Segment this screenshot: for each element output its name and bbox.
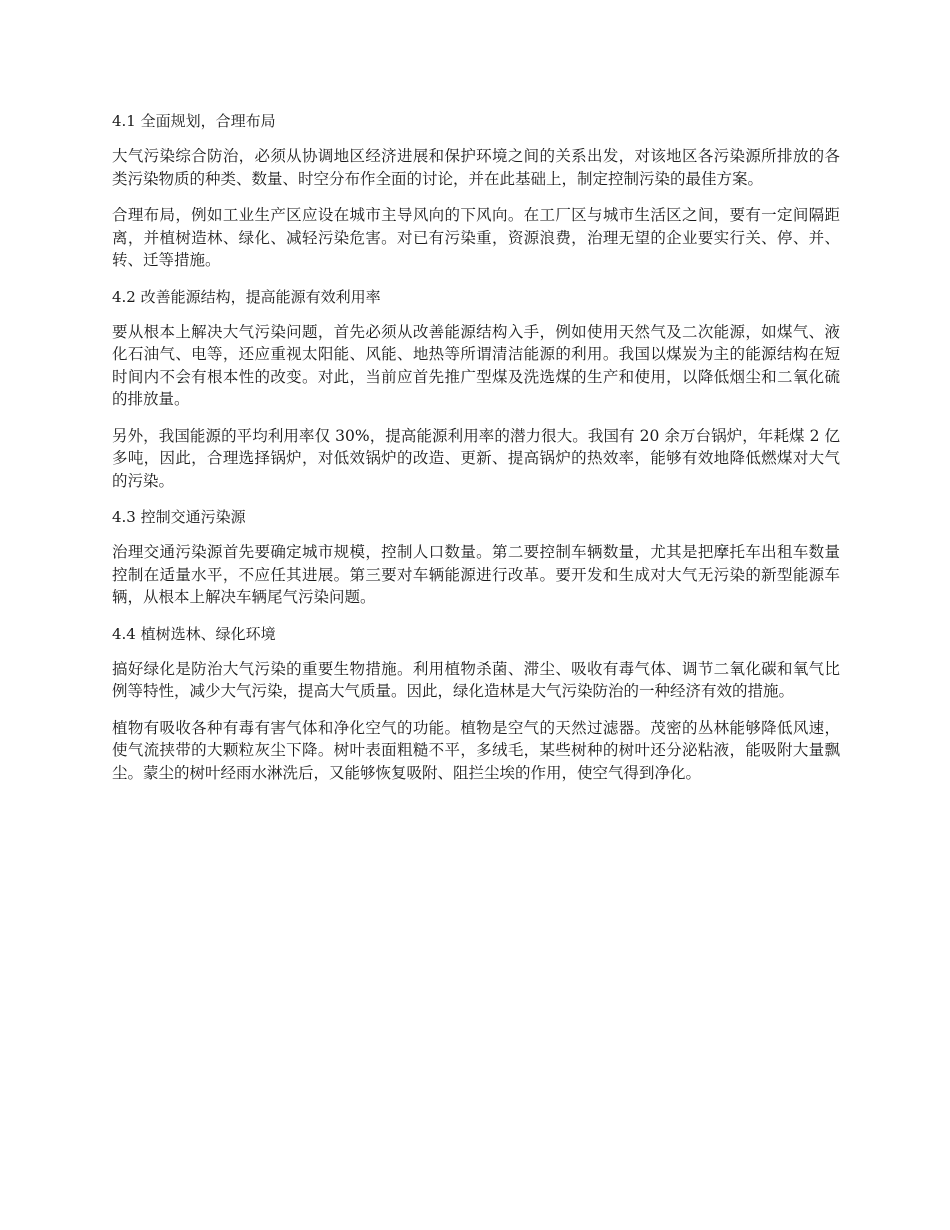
section-heading-4-3: 4.3 控制交通污染源 [112,508,246,526]
document-page [112,110,840,798]
paragraph: 治理交通污染源首先要确定城市规模，控制人口数量。第二要控制车辆数量，尤其是把摩托车出租车数量控制在适量水平，不应任其进展。第三要对车辆能源进行改革。要开发和生成对大气无污染的新型能源车辆，从根本上解决车辆尾气污染问题。 [112,543,840,606]
section-heading-4-4: 4.4 植树选林、绿化环境 [112,624,276,643]
paragraph: 搞好绿化是防治大气污染的重要生物措施。利用植物杀菌、滞尘、吸收有毒气体、调节二氧化碳和氧气比例等特性，减少大气污染，提高大气质量。因此，绿化造林是大气污染防治的一种经济有效的措施。 [112,659,840,700]
paragraph: 合理布局，例如工业生产区应设在城市主导风向的下风向。在工厂区与城市生活区之间，要有一定间隔距离，并植树造林、绿化、减轻污染危害。对已有污染重，资源浪费，治理无望的企业要实行关、停、并、转、迁等措施。 [112,206,840,269]
section-heading-4-1: 4.1 全面规划，合理布局 [112,112,276,130]
paragraph: 植物有吸收各种有毒有害气体和净化空气的功能。植物是空气的天然过滤器。茂密的丛林能够降低风速，使气流挟带的大颗粒灰尘下降。树叶表面粗糙不平，多绒毛，某些树种的树叶还分泌粘液，能吸附大量飘尘。蒙尘的树叶经雨水淋洗后，又能够恢复吸附、阻拦尘埃的作用，使空气得到净化。 [112,718,840,782]
section-heading-4-2: 4.2 改善能源结构，提高能源有效利用率 [112,287,381,306]
paragraph: 另外，我国能源的平均利用率仅 30%，提高能源利用率的潜力很大。我国有 20 余万台锅炉，年耗煤 2 亿多吨，因此，合理选择锅炉，对低效锅炉的改造、更新、提高锅炉的热效率，能够有效地降低燃煤对大气的污染。 [112,426,840,490]
paragraph: 大气污染综合防治，必须从协调地区经济进展和保护环境之间的关系出发，对该地区各污染源所排放的各类污染物质的种类、数量、时空分布作全面的讨论，并在此基础上，制定控制污染的最佳方案。 [112,147,840,188]
paragraph: 要从根本上解决大气污染问题，首先必须从改善能源结构入手，例如使用天然气及二次能源，如煤气、液化石油气、电等，还应重视太阳能、风能、地热等所谓清洁能源的利用。我国以煤炭为主的能源结构在短时间内不会有根本性的改变。对此，当前应首先推广型煤及洗选煤的生产和使用，以降低烟尘和二氧化硫的排放量。 [112,322,840,408]
